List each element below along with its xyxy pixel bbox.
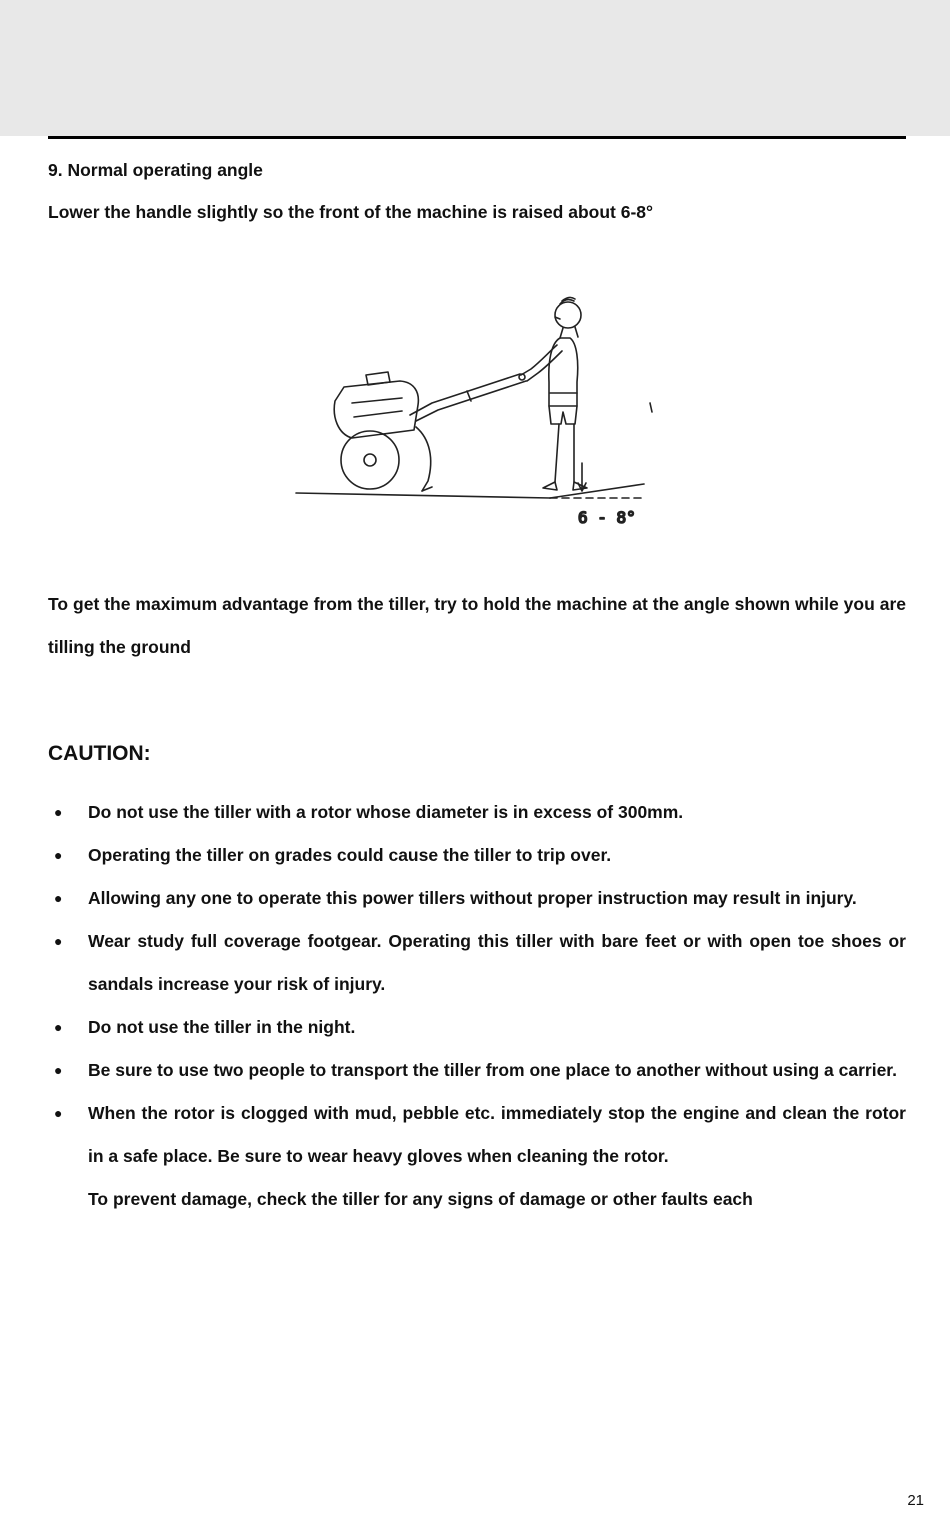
bullet-icon: ● [54,847,63,863]
bullet-icon: ● [54,1019,63,1035]
list-item [48,1049,906,1092]
list-item [48,834,906,877]
list-item-text: Do not use the tiller with a rotor whose diameter is in excess of 300mm. [88,802,684,822]
bullet-icon: ● [54,933,63,949]
bullet-icon: ● [54,1105,63,1121]
list-item [48,791,906,834]
list-item [48,1092,906,1178]
list-item-text: Do not use the tiller in the night. [88,1017,356,1037]
list-item-text: Be sure to use two people to transport the tiller from one place to another without using a carrier. [88,1060,898,1080]
list-item-text: Wear study full coverage footgear. Operating this tiller with bare feet or with open toe shoes or sandals increase your risk of injury. [88,931,906,994]
manual-page [0,136,950,1533]
bullet-icon: ● [54,804,63,820]
tiller-figure [282,275,672,547]
list-item-text: Allowing any one to operate this power tillers without proper instruction may result in injury. [88,888,857,908]
list-item [48,877,906,920]
caution-heading: CAUTION: [48,742,151,765]
tiller-illustration [282,275,672,547]
top-divider [48,136,906,139]
list-item-text: Operating the tiller on grades could cause the tiller to trip over. [88,845,612,865]
section-subheading: Lower the handle slightly so the front of the machine is raised about 6-8° [48,202,654,222]
list-item [48,1006,906,1049]
list-item-text: When the rotor is clogged with mud, pebble etc. immediately stop the engine and clean the rotor in a safe place. Be sure to wear heavy gloves when cleaning the rotor. [88,1103,906,1166]
advantage-paragraph: To get the maximum advantage from the tiller, try to hold the machine at the angle shown while you are tilling the ground [48,594,906,657]
continuation-paragraph: To prevent damage, check the tiller for any signs of damage or other faults each [88,1189,753,1209]
list-item [48,920,906,1006]
bullet-icon: ● [54,1062,63,1078]
page-number: 21 [907,1492,924,1509]
caution-list [48,791,906,1221]
section-heading: 9. Normal operating angle [48,160,263,180]
bullet-icon: ● [54,890,63,906]
angle-label: 6 - 8° [578,508,636,527]
